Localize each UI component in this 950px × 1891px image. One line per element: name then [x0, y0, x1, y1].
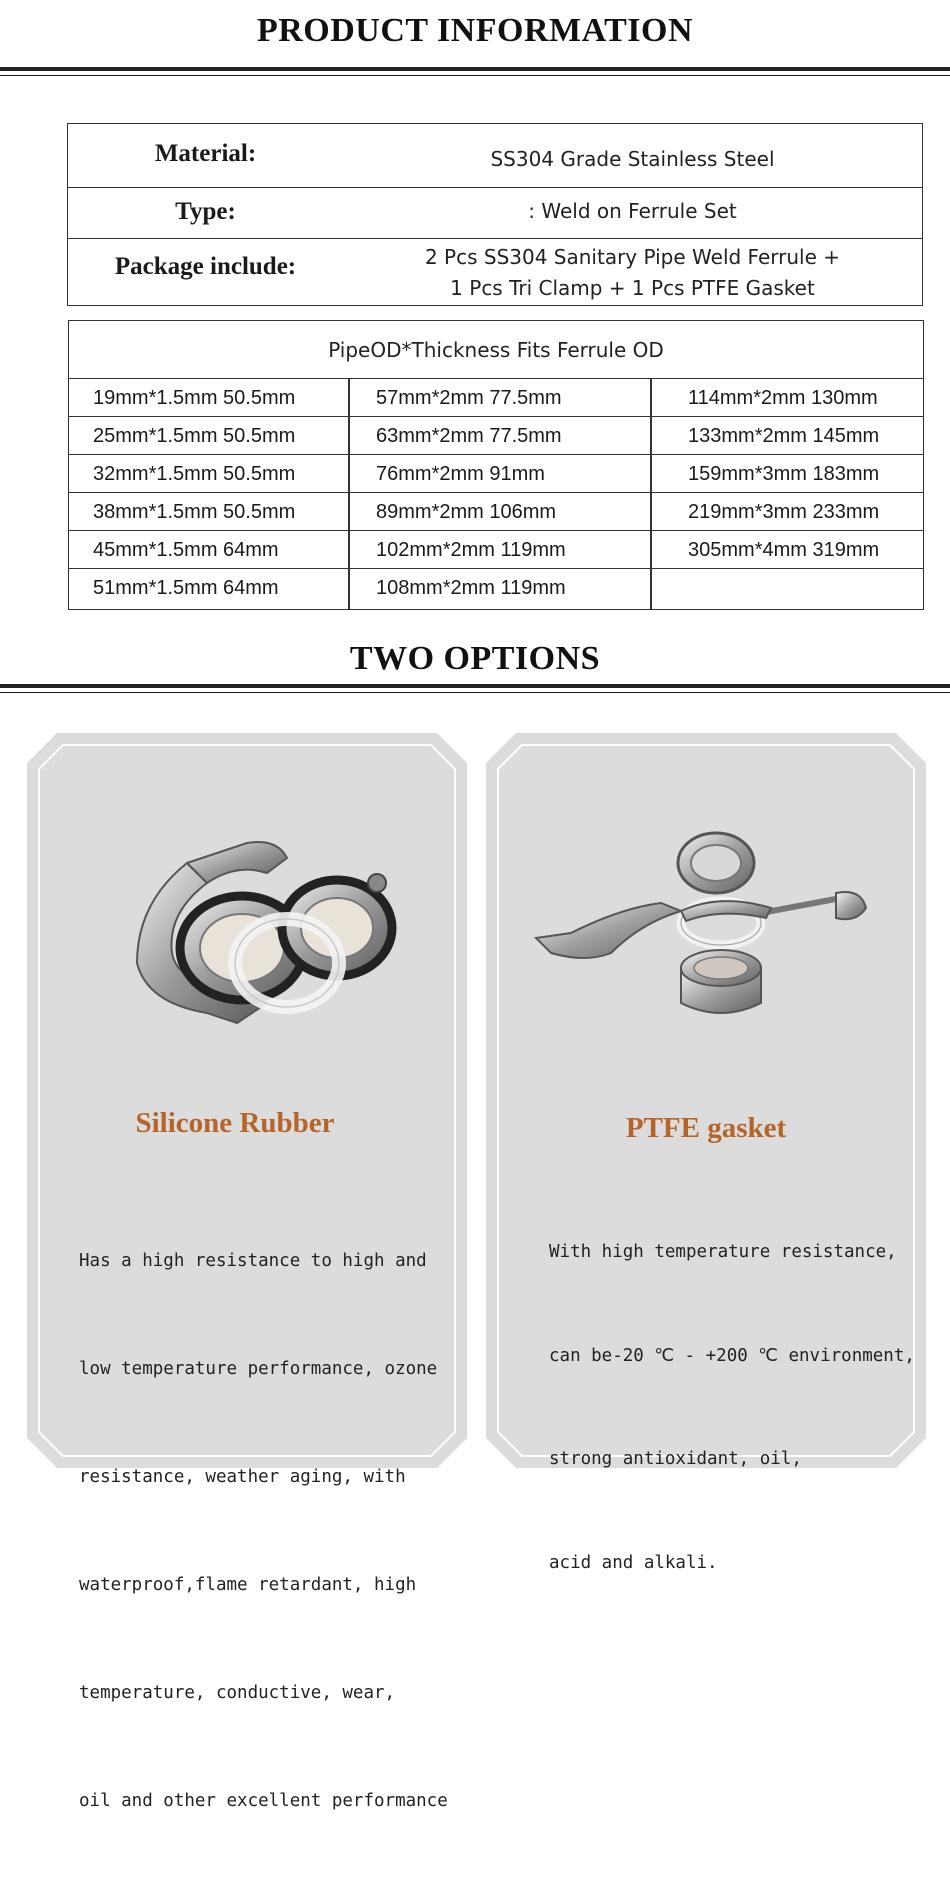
option-card-silicone: [27, 733, 467, 1811]
options-rule-thin: [0, 692, 950, 693]
table-cell: 45mm*1.5mm 64mm: [93, 539, 279, 561]
ptfe-gasket-title: PTFE gasket: [625, 1112, 787, 1144]
table-cell: 102mm*2mm 119mm: [376, 539, 566, 561]
size-table-header: PipeOD*Thickness Fits Ferrule OD: [69, 321, 923, 379]
table-cell: 159mm*3mm 183mm: [688, 463, 880, 485]
product-info-table: [67, 123, 923, 306]
material-label: Material:: [154, 140, 257, 167]
material-value: [343, 144, 922, 175]
description-line: With high temperature resistance,: [549, 1242, 897, 1262]
description-line: temperature, conductive, wear,: [79, 1683, 396, 1703]
table-cell: 63mm*2mm 77.5mm: [376, 425, 562, 447]
table-cell: 219mm*3mm 233mm: [688, 501, 880, 523]
table-row: [69, 379, 923, 417]
table-cell: 57mm*2mm 77.5mm: [376, 387, 562, 409]
info-row-type: [68, 188, 922, 239]
table-cell: 133mm*2mm 145mm: [688, 425, 880, 447]
info-row-package: [68, 239, 922, 306]
type-value-line: : Weld on Ferrule Set: [528, 199, 737, 223]
table-cell: 108mm*2mm 119mm: [376, 577, 566, 599]
size-table: [68, 320, 924, 610]
table-cell: 76mm*2mm 91mm: [376, 463, 545, 485]
options-rule-thick: [0, 684, 950, 688]
table-row: [69, 417, 923, 455]
package-label: Package include:: [114, 253, 297, 280]
table-cell: 32mm*1.5mm 50.5mm: [93, 463, 296, 485]
ptfe-gasket-description: [549, 1166, 915, 1649]
description-line: Has a high resistance to high and: [79, 1251, 427, 1271]
title-rule-thick: [0, 67, 950, 71]
two-options-title: TWO OPTIONS: [349, 640, 601, 677]
clamp-silicone-image: [127, 823, 407, 1033]
table-row: [69, 531, 923, 569]
package-value-line-1: 2 Pcs SS304 Sanitary Pipe Weld Ferrule +: [424, 245, 841, 269]
description-line: low temperature performance, ozone: [79, 1359, 438, 1379]
table-cell: 89mm*2mm 106mm: [376, 501, 557, 523]
table-row: [69, 455, 923, 493]
description-line: resistance, weather aging, with: [79, 1467, 406, 1487]
table-cell: 51mm*1.5mm 64mm: [93, 577, 279, 599]
table-row: [69, 493, 923, 531]
table-cell: 305mm*4mm 319mm: [688, 539, 880, 561]
description-line: oil and other excellent performance: [79, 1791, 448, 1811]
product-information-title: PRODUCT INFORMATION: [256, 12, 694, 49]
ferrule-ptfe-image: [531, 823, 881, 1023]
title-rule-thin: [0, 75, 950, 76]
package-value-line-2: 1 Pcs Tri Clamp + 1 Pcs PTFE Gasket: [450, 276, 815, 300]
description-line: strong antioxidant, oil,: [549, 1449, 802, 1469]
table-row: [69, 569, 923, 607]
package-value: [343, 242, 922, 304]
option-card-ptfe: [486, 733, 926, 1573]
type-label: Type:: [175, 198, 236, 225]
description-line: can be-20 ℃ - +200 ℃ environment,: [549, 1345, 915, 1366]
description-line: waterproof,flame retardant, high: [79, 1575, 417, 1595]
description-line: acid and alkali.: [549, 1552, 718, 1573]
type-value: [343, 196, 922, 227]
table-cell: 38mm*1.5mm 50.5mm: [93, 501, 296, 523]
silicone-rubber-title: Silicone Rubber: [135, 1107, 335, 1139]
table-cell: 19mm*1.5mm 50.5mm: [93, 387, 296, 409]
table-cell: 25mm*1.5mm 50.5mm: [93, 425, 296, 447]
table-cell: 114mm*2mm 130mm: [688, 387, 878, 409]
silicone-rubber-description: [79, 1171, 448, 1891]
material-value-line: SS304 Grade Stainless Steel: [490, 147, 775, 171]
info-row-material: [68, 124, 922, 188]
